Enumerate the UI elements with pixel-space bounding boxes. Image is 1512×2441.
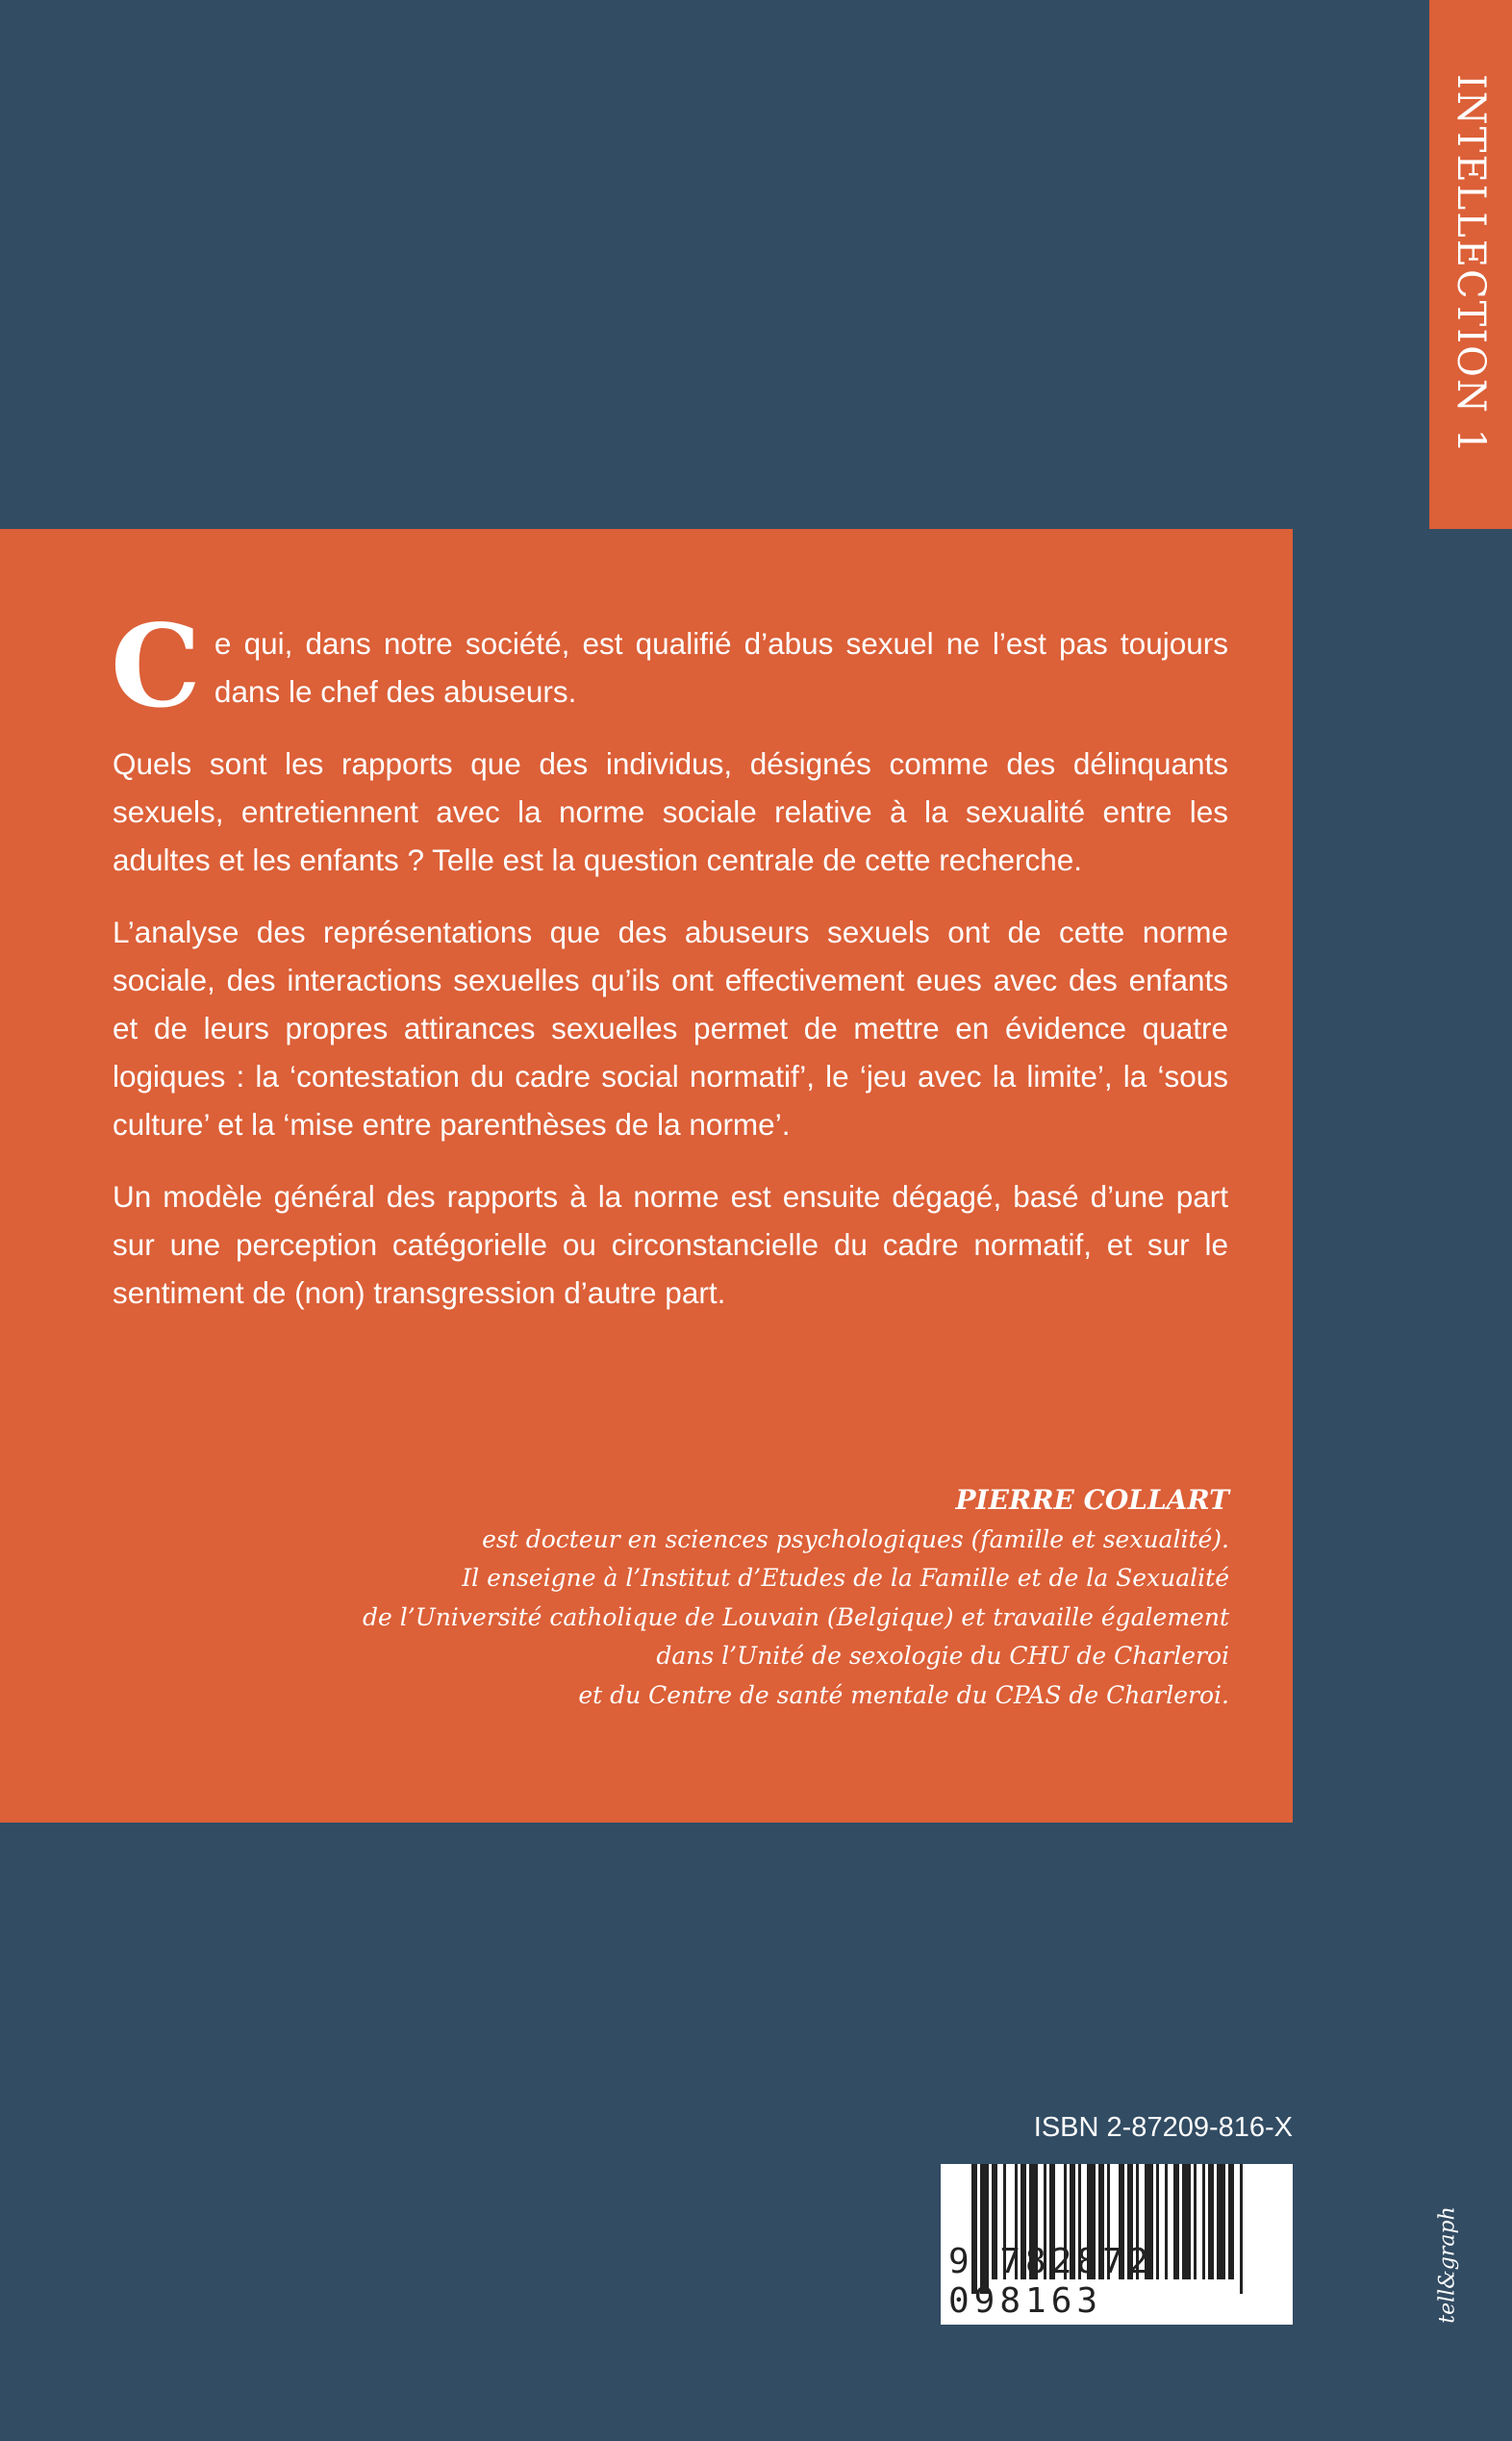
author-name: PIERRE COLLART <box>955 1484 1229 1516</box>
blurb-panel <box>0 529 1293 1823</box>
blurb-paragraph-2: Quels sont les rapports que des individus, désignés comme des délinquants sexuels, entretiennent avec la norme sociale relative à la sexualité entre les adultes et les enfants ? Telle est la question centrale de cette recherche. <box>113 746 1228 877</box>
bio-line: est docteur en sciences psychologiques (famille et sexualité). <box>482 1524 1229 1553</box>
isbn-label: ISBN 2-87209-816-X <box>1033 2112 1293 2143</box>
barcode-digits: 9 782872 098163 <box>948 2242 1154 2321</box>
bio-line: et du Centre de santé mentale du CPAS de Charleroi. <box>578 1680 1229 1709</box>
publisher-logo: tell&graph <box>1435 2206 1460 2324</box>
blurb-text <box>111 599 1228 1341</box>
paragraph-text: e qui, dans notre société, est qualifié d’abus sexuel ne l’est pas toujours dans le chef des abuseurs. <box>214 626 1228 709</box>
blurb-paragraph-3: L’analyse des représentations que des abuseurs sexuels ont de cette norme sociale, des interactions sexuelles qu’ils ont effectivement eues avec des enfants et de leurs propres attirances sexuelles permet de mettre en évidence quatre logiques : la ‘contestation du cadre social normatif’, le ‘jeu avec la limite’, la ‘sous culture’ et la ‘mise entre parenthèses de la norme’. <box>113 915 1228 1142</box>
bio-line: de l’Université catholique de Louvain (Belgique) et travaille également <box>363 1602 1229 1631</box>
barcode <box>941 2164 1293 2325</box>
series-label: INTELLECTION 1 <box>1449 73 1493 456</box>
blurb-paragraph-1 <box>111 599 1228 733</box>
drop-cap: C <box>111 599 201 733</box>
series-tab <box>1429 0 1512 529</box>
bio-line: dans l’Unité de sexologie du CHU de Charleroi <box>656 1642 1229 1670</box>
author-bio <box>363 1481 1229 1715</box>
bio-line: Il enseigne à l’Institut d’Etudes de la Famille et de la Sexualité <box>462 1564 1229 1592</box>
blurb-paragraph-4: Un modèle général des rapports à la norme est ensuite dégagé, basé d’une part sur une perception catégorielle ou circonstancielle du cadre normatif, et sur le sentiment de (non) transgression d’autre part. <box>113 1179 1228 1310</box>
